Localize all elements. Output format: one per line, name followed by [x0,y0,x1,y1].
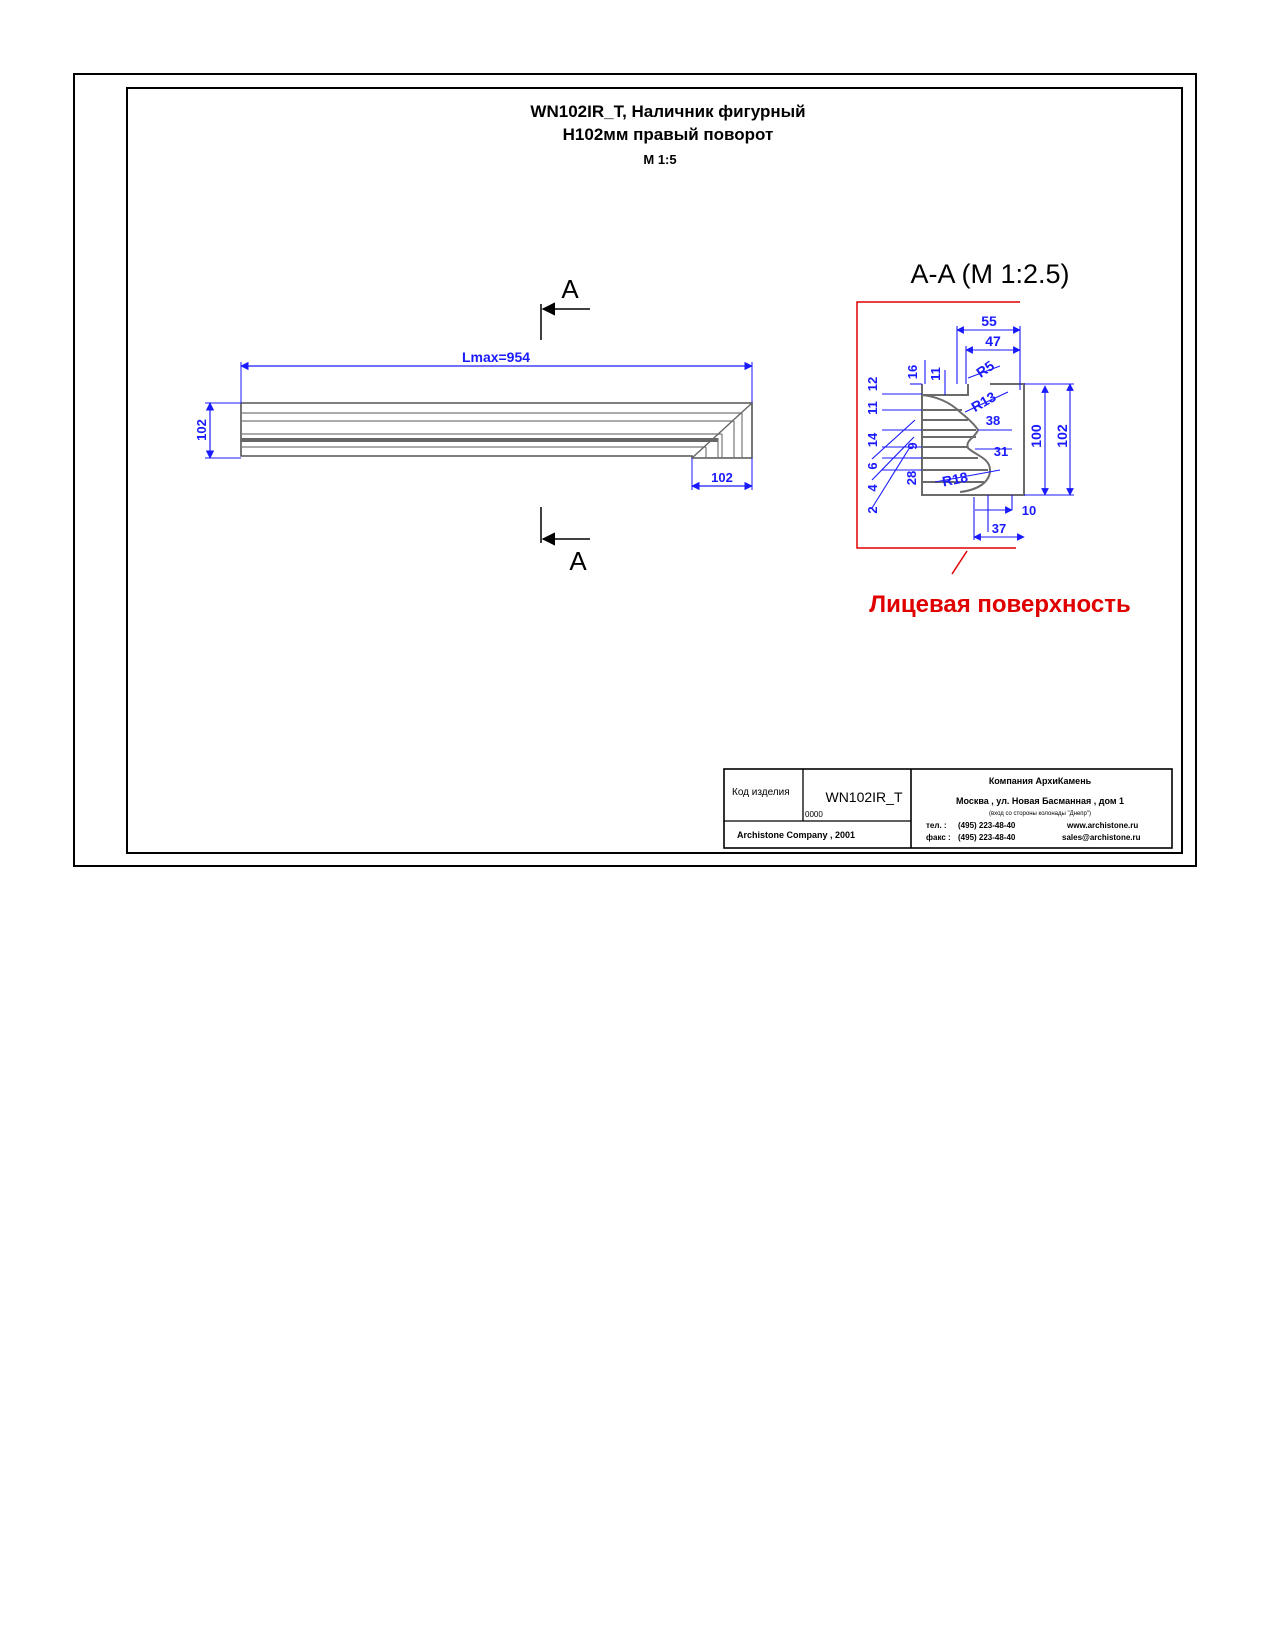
title-block [724,769,1172,848]
drawing-scale: M 1:5 [643,152,677,167]
dim-14: 14 [865,432,880,448]
outer-frame [74,74,1196,866]
dim-r5: R5 [973,357,998,381]
fax-number: (495) 223-48-40 [958,833,1016,842]
company-name: Компания АрхиКамень [988,776,1092,786]
fax-label: факс : [926,833,951,842]
website-link[interactable]: www.archistone.ru [1067,821,1139,830]
cut-letter-bottom: A [569,546,587,576]
dim-28: 28 [904,470,919,486]
email-link[interactable]: sales@archistone.ru [1062,833,1141,842]
dim-38: 38 [985,413,1001,428]
phone-number: (495) 223-48-40 [958,821,1016,830]
dim-11-left: 11 [865,401,880,415]
product-code-label: Код изделия [732,787,790,798]
dim-6: 6 [865,462,880,470]
dim-4: 4 [865,484,880,492]
dim-2: 2 [865,506,880,514]
elevation-view [194,274,752,576]
section-view [857,259,1131,618]
phone-label: тел. : [926,821,947,830]
molding-outline [241,403,752,458]
dim-11-top: 11 [928,367,943,381]
address-note: (вход со стороны колонады "Днепр") [988,811,1092,817]
dim-12: 12 [865,376,880,392]
height-dimension: 102 [194,419,209,441]
face-note-leader [952,551,967,574]
dim-9: 9 [905,442,920,450]
copyright: Archistone Company , 2001 [737,830,856,840]
dim-r13: R13 [968,388,999,416]
product-code-small: 0000 [805,810,823,819]
dim-10: 10 [1021,503,1037,518]
dim-47: 47 [985,333,1001,349]
dim-102: 102 [1054,424,1070,448]
product-code-value: WN102IR_T [825,789,903,805]
company-address: Москва , ул. Новая Басманная , дом 1 [956,796,1124,806]
cut-letter-top: A [561,274,579,304]
dim-16: 16 [905,364,920,380]
dim-37: 37 [991,521,1007,536]
return-width-dimension: 102 [711,470,733,485]
drawing-subtitle: H102мм правый поворот [562,125,774,144]
dim-55: 55 [981,313,997,329]
dim-100: 100 [1028,424,1044,448]
dim-r18: R18 [940,468,970,490]
length-dimension: Lmax=954 [461,349,531,365]
section-label: A-A (M 1:2.5) [910,259,1070,289]
dim-31: 31 [993,444,1009,459]
drawing-title: WN102IR_T, Наличник фигурный [530,102,806,121]
molding-groove [241,438,718,442]
face-surface-note: Лицевая поверхность [869,591,1131,618]
